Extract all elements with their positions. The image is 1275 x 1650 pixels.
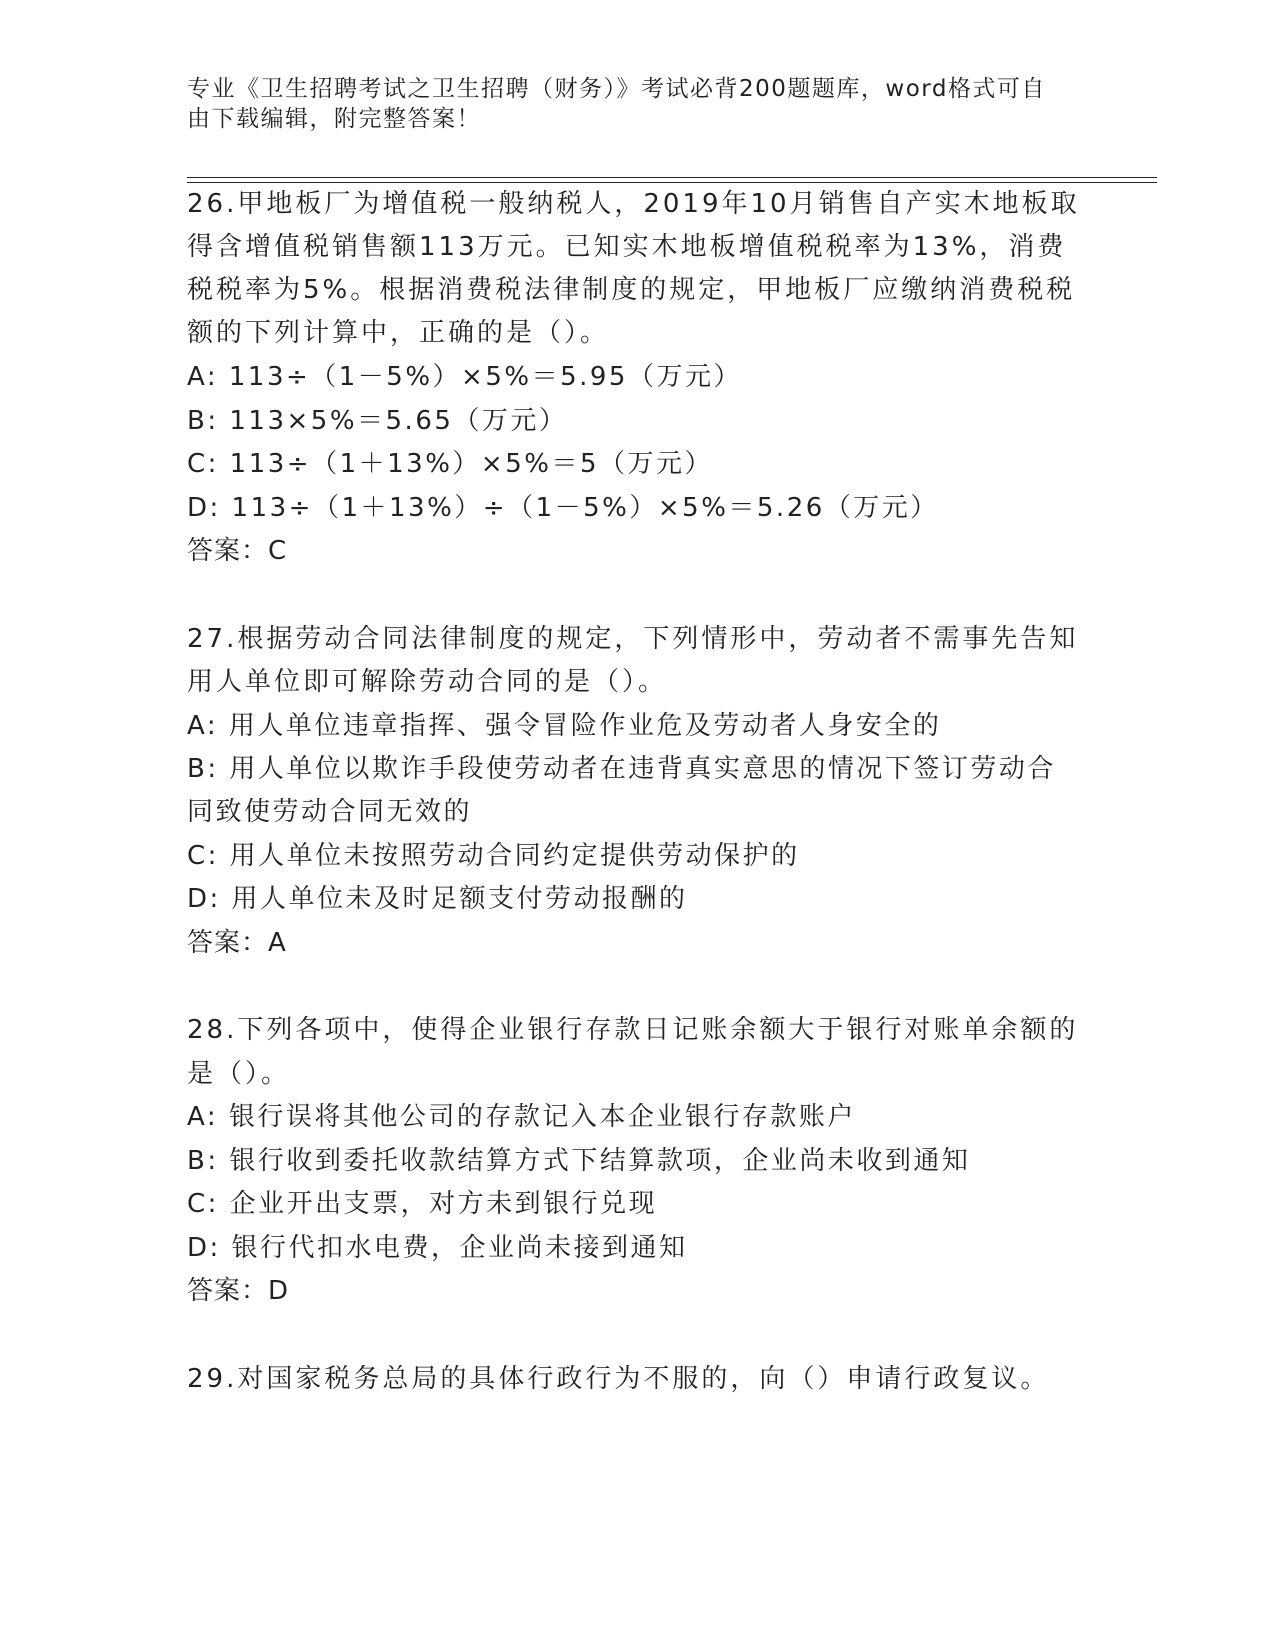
question-28-option-d: D: 银行代扣水电费，企业尚未接到通知 <box>187 1233 688 1263</box>
question-26-stem-line-3: 税税率为5%。根据消费税法律制度的规定，甲地板厂应缴纳消费税税 <box>187 275 1076 305</box>
question-27-option-d: D: 用人单位未及时足额支付劳动报酬的 <box>187 884 688 914</box>
question-26-stem-line-4: 额的下列计算中，正确的是（）。 <box>187 318 610 348</box>
header-line-1: 专业《卫生招聘考试之卫生招聘（财务）》考试必背200题题库，word格式可自 <box>187 76 1046 102</box>
question-26-stem-line-1: 26.甲地板厂为增值税一般纳税人，2019年10月销售自产实木地板取 <box>187 189 1080 219</box>
question-26-option-a: A: 113÷（1－5%）×5%＝5.95（万元） <box>187 362 742 392</box>
question-28-stem-line-2: 是（）。 <box>187 1059 291 1089</box>
header-line-2: 由下载编辑，附完整答案！ <box>187 106 481 132</box>
question-27-stem-line-1: 27.根据劳动合同法律制度的规定，下列情形中，劳动者不需事先告知 <box>187 624 1079 654</box>
question-26-answer: 答案：C <box>187 536 288 566</box>
question-28-answer: 答案：D <box>187 1276 290 1306</box>
header-rule-thick <box>187 182 1157 183</box>
question-26-option-d: D: 113÷（1＋13%）÷（1－5%）×5%＝5.26（万元） <box>187 493 939 523</box>
question-28-stem-line-1: 28.下列各项中，使得企业银行存款日记账余额大于银行对账单余额的 <box>187 1015 1079 1045</box>
question-26-stem-line-2: 得含增值税销售额113万元。已知实木地板增值税税率为13%，消费 <box>187 232 1067 262</box>
question-28-option-b: B: 银行收到委托收款结算方式下结算款项，企业尚未收到通知 <box>187 1146 971 1176</box>
question-26-option-c: C: 113÷（1＋13%）×5%＝5（万元） <box>187 449 713 479</box>
question-29-stem-line-1: 29.对国家税务总局的具体行政行为不服的，向（）申请行政复议。 <box>187 1364 1050 1394</box>
question-28-option-c: C: 企业开出支票，对方未到银行兑现 <box>187 1189 658 1219</box>
question-26-option-b: B: 113×5%＝5.65（万元） <box>187 406 568 436</box>
question-27-option-b-line-2: 同致使劳动合同无效的 <box>187 797 473 827</box>
document-header <box>187 74 1067 134</box>
question-27-option-c: C: 用人单位未按照劳动合同约定提供劳动保护的 <box>187 841 800 871</box>
question-27-option-a: A: 用人单位违章指挥、强令冒险作业危及劳动者人身安全的 <box>187 711 942 741</box>
question-27-option-b-line-1: B: 用人单位以欺诈手段使劳动者在违背真实意思的情况下签订劳动合 <box>187 754 1056 784</box>
question-28-option-a: A: 银行误将其他公司的存款记入本企业银行存款账户 <box>187 1102 856 1132</box>
header-rule-thin <box>187 177 1157 178</box>
question-27-answer: 答案：A <box>187 928 287 958</box>
question-27-stem-line-2: 用人单位即可解除劳动合同的是（）。 <box>187 667 668 697</box>
